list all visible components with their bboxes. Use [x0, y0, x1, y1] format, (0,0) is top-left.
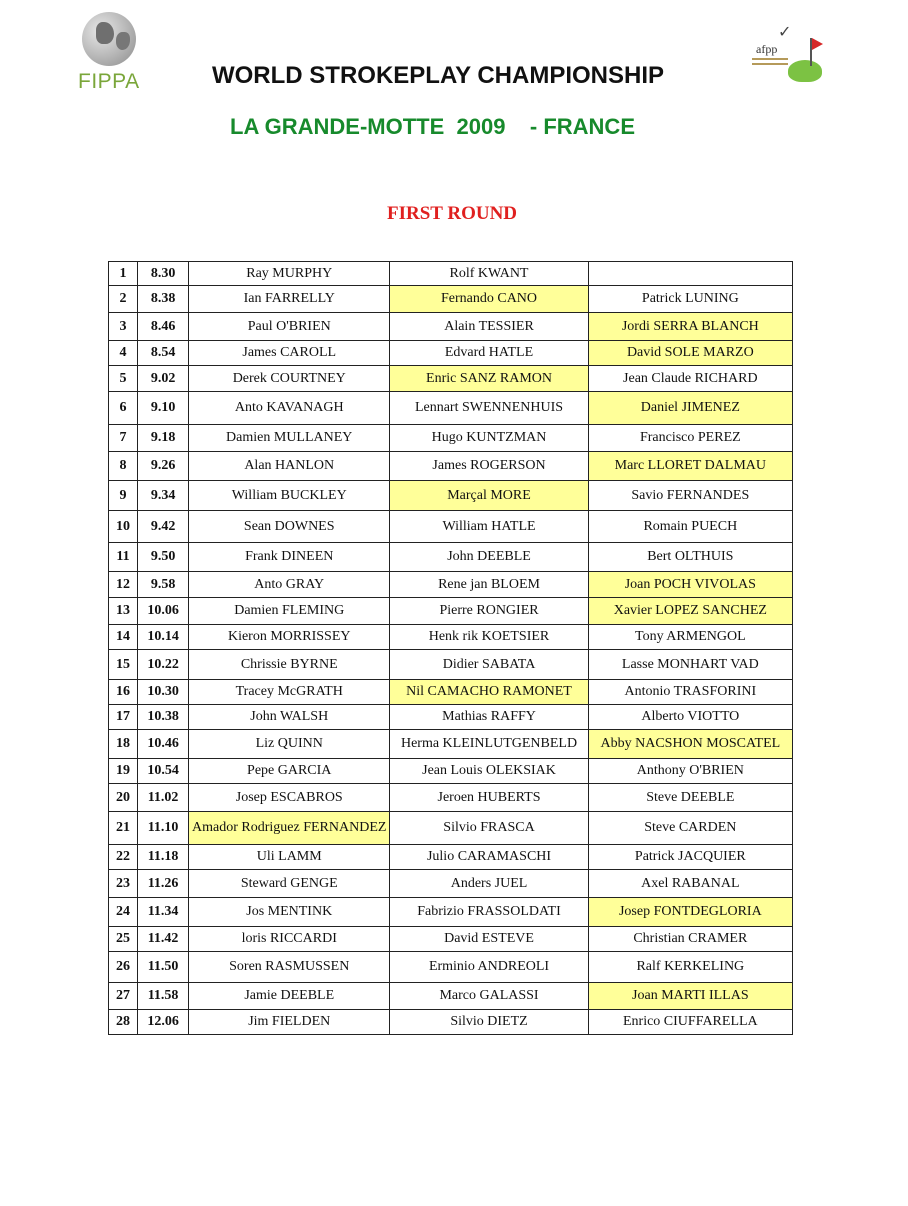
row-number-cell: 8: [109, 452, 138, 481]
tee-time-cell: 11.10: [138, 812, 189, 845]
row-number-cell: 5: [109, 366, 138, 392]
row-number-cell: 9: [109, 481, 138, 511]
player-1-cell: Tracey McGRATH: [189, 680, 390, 705]
row-number-cell: 27: [109, 983, 138, 1010]
player-2-cell: William HATLE: [390, 511, 588, 543]
player-3-cell: Abby NACSHON MOSCATEL: [588, 730, 792, 759]
tee-times-body: [109, 262, 793, 1035]
player-2-cell: Jean Louis OLEKSIAK: [390, 759, 588, 784]
player-3-cell: Patrick LUNING: [588, 286, 792, 313]
player-3-cell: Antonio TRASFORINI: [588, 680, 792, 705]
player-3-cell: Patrick JACQUIER: [588, 845, 792, 870]
table-row: [109, 952, 793, 983]
player-2-cell: Julio CARAMASCHI: [390, 845, 588, 870]
player-3-cell: Jean Claude RICHARD: [588, 366, 792, 392]
player-2-cell: Fernando CANO: [390, 286, 588, 313]
row-number-cell: 13: [109, 598, 138, 625]
player-3-cell: Tony ARMENGOL: [588, 625, 792, 650]
player-3-cell: Josep FONTDEGLORIA: [588, 898, 792, 927]
player-1-cell: Frank DINEEN: [189, 543, 390, 572]
row-number-cell: 25: [109, 927, 138, 952]
player-2-cell: Silvio DIETZ: [390, 1010, 588, 1035]
table-row: [109, 511, 793, 543]
player-2-cell: Jeroen HUBERTS: [390, 784, 588, 812]
player-3-cell: Francisco PEREZ: [588, 425, 792, 452]
tee-time-cell: 8.54: [138, 341, 189, 366]
player-1-cell: Alan HANLON: [189, 452, 390, 481]
row-number-cell: 26: [109, 952, 138, 983]
player-1-cell: John WALSH: [189, 705, 390, 730]
table-row: [109, 543, 793, 572]
table-row: [109, 845, 793, 870]
tee-time-cell: 10.06: [138, 598, 189, 625]
table-row: [109, 313, 793, 341]
tee-time-cell: 8.30: [138, 262, 189, 286]
row-number-cell: 23: [109, 870, 138, 898]
player-2-cell: Fabrizio FRASSOLDATI: [390, 898, 588, 927]
table-row: [109, 392, 793, 425]
player-3-cell: Romain PUECH: [588, 511, 792, 543]
table-row: [109, 452, 793, 481]
tee-time-cell: 11.42: [138, 927, 189, 952]
player-3-cell: Daniel JIMENEZ: [588, 392, 792, 425]
player-2-cell: Didier SABATA: [390, 650, 588, 680]
globe-icon: [82, 12, 136, 66]
player-3-cell: Alberto VIOTTO: [588, 705, 792, 730]
tee-time-cell: 12.06: [138, 1010, 189, 1035]
tee-time-cell: 9.50: [138, 543, 189, 572]
player-1-cell: William BUCKLEY: [189, 481, 390, 511]
player-2-cell: Marçal MORE: [390, 481, 588, 511]
player-1-cell: Derek COURTNEY: [189, 366, 390, 392]
row-number-cell: 1: [109, 262, 138, 286]
tee-time-cell: 8.46: [138, 313, 189, 341]
tee-time-cell: 9.18: [138, 425, 189, 452]
player-3-cell: Steve DEEBLE: [588, 784, 792, 812]
player-1-cell: Sean DOWNES: [189, 511, 390, 543]
player-1-cell: Damien FLEMING: [189, 598, 390, 625]
player-3-cell: Xavier LOPEZ SANCHEZ: [588, 598, 792, 625]
tee-time-cell: 9.10: [138, 392, 189, 425]
player-3-cell: Anthony O'BRIEN: [588, 759, 792, 784]
player-3-cell: Enrico CIUFFARELLA: [588, 1010, 792, 1035]
player-1-cell: Amador Rodriguez FERNANDEZ: [189, 812, 390, 845]
player-1-cell: Jim FIELDEN: [189, 1010, 390, 1035]
player-2-cell: Edvard HATLE: [390, 341, 588, 366]
row-number-cell: 28: [109, 1010, 138, 1035]
row-number-cell: 7: [109, 425, 138, 452]
player-2-cell: Enric SANZ RAMON: [390, 366, 588, 392]
player-2-cell: Erminio ANDREOLI: [390, 952, 588, 983]
player-1-cell: Uli LAMM: [189, 845, 390, 870]
player-2-cell: Alain TESSIER: [390, 313, 588, 341]
tee-time-cell: 9.42: [138, 511, 189, 543]
player-3-cell: Marc LLORET DALMAU: [588, 452, 792, 481]
player-1-cell: Kieron MORRISSEY: [189, 625, 390, 650]
player-2-cell: Herma KLEINLUTGENBELD: [390, 730, 588, 759]
player-2-cell: Lennart SWENNENHUIS: [390, 392, 588, 425]
row-number-cell: 11: [109, 543, 138, 572]
table-row: [109, 481, 793, 511]
tee-time-cell: 10.46: [138, 730, 189, 759]
green-hill-icon: [788, 60, 822, 82]
row-number-cell: 10: [109, 511, 138, 543]
player-2-cell: Henk rik KOETSIER: [390, 625, 588, 650]
tee-time-cell: 10.38: [138, 705, 189, 730]
tee-time-cell: 8.38: [138, 286, 189, 313]
row-number-cell: 12: [109, 572, 138, 598]
row-number-cell: 20: [109, 784, 138, 812]
player-1-cell: Pepe GARCIA: [189, 759, 390, 784]
tee-time-cell: 9.02: [138, 366, 189, 392]
table-row: [109, 425, 793, 452]
player-2-cell: Rene jan BLOEM: [390, 572, 588, 598]
check-icon: ✓: [778, 22, 792, 41]
page-title: WORLD STROKEPLAY CHAMPIONSHIP: [211, 62, 665, 89]
player-1-cell: Ray MURPHY: [189, 262, 390, 286]
player-1-cell: Damien MULLANEY: [189, 425, 390, 452]
row-number-cell: 2: [109, 286, 138, 313]
row-number-cell: 22: [109, 845, 138, 870]
table-row: [109, 262, 793, 286]
afpp-logo-text: afpp: [756, 42, 778, 56]
table-row: [109, 759, 793, 784]
player-2-cell: Rolf KWANT: [390, 262, 588, 286]
row-number-cell: 24: [109, 898, 138, 927]
player-1-cell: Chrissie BYRNE: [189, 650, 390, 680]
tee-times-table: [108, 261, 793, 1035]
player-1-cell: Jamie DEEBLE: [189, 983, 390, 1010]
player-3-cell: Bert OLTHUIS: [588, 543, 792, 572]
player-1-cell: Anto KAVANAGH: [189, 392, 390, 425]
player-2-cell: John DEEBLE: [390, 543, 588, 572]
tee-time-cell: 10.14: [138, 625, 189, 650]
tee-time-cell: 11.58: [138, 983, 189, 1010]
row-number-cell: 16: [109, 680, 138, 705]
tee-time-cell: 11.02: [138, 784, 189, 812]
tee-time-cell: 11.26: [138, 870, 189, 898]
player-3-cell: Jordi SERRA BLANCH: [588, 313, 792, 341]
tee-time-cell: 11.50: [138, 952, 189, 983]
page-subtitle: LA GRANDE-MOTTE 2009 - FRANCE: [230, 114, 635, 139]
table-row: [109, 812, 793, 845]
player-2-cell: Pierre RONGIER: [390, 598, 588, 625]
player-1-cell: James CAROLL: [189, 341, 390, 366]
player-3-cell: [588, 262, 792, 286]
table-row: [109, 730, 793, 759]
table-row: [109, 341, 793, 366]
flag-icon: [812, 38, 823, 50]
row-number-cell: 17: [109, 705, 138, 730]
player-3-cell: David SOLE MARZO: [588, 341, 792, 366]
tee-time-cell: 9.58: [138, 572, 189, 598]
table-row: [109, 572, 793, 598]
player-1-cell: Ian FARRELLY: [189, 286, 390, 313]
player-2-cell: Marco GALASSI: [390, 983, 588, 1010]
tee-time-cell: 10.30: [138, 680, 189, 705]
player-3-cell: Joan POCH VIVOLAS: [588, 572, 792, 598]
tee-time-cell: 10.54: [138, 759, 189, 784]
player-1-cell: Soren RASMUSSEN: [189, 952, 390, 983]
player-2-cell: Hugo KUNTZMAN: [390, 425, 588, 452]
tee-time-cell: 11.18: [138, 845, 189, 870]
player-2-cell: Silvio FRASCA: [390, 812, 588, 845]
player-2-cell: Mathias RAFFY: [390, 705, 588, 730]
row-number-cell: 14: [109, 625, 138, 650]
player-2-cell: David ESTEVE: [390, 927, 588, 952]
player-2-cell: Anders JUEL: [390, 870, 588, 898]
table-row: [109, 680, 793, 705]
round-heading: FIRST ROUND: [386, 203, 518, 224]
player-3-cell: Christian CRAMER: [588, 927, 792, 952]
table-row: [109, 366, 793, 392]
player-3-cell: Lasse MONHART VAD: [588, 650, 792, 680]
table-row: [109, 870, 793, 898]
tee-time-cell: 11.34: [138, 898, 189, 927]
player-3-cell: Axel RABANAL: [588, 870, 792, 898]
row-number-cell: 19: [109, 759, 138, 784]
table-row: [109, 983, 793, 1010]
player-1-cell: Steward GENGE: [189, 870, 390, 898]
player-2-cell: James ROGERSON: [390, 452, 588, 481]
fippa-logo-text: FIPPA: [78, 70, 140, 93]
row-number-cell: 15: [109, 650, 138, 680]
table-row: [109, 598, 793, 625]
table-row: [109, 705, 793, 730]
player-3-cell: Ralf KERKELING: [588, 952, 792, 983]
table-row: [109, 1010, 793, 1035]
row-number-cell: 3: [109, 313, 138, 341]
afpp-logo: [748, 22, 828, 88]
player-1-cell: Liz QUINN: [189, 730, 390, 759]
tee-time-cell: 9.34: [138, 481, 189, 511]
tee-time-cell: 10.22: [138, 650, 189, 680]
player-1-cell: Josep ESCABROS: [189, 784, 390, 812]
table-row: [109, 927, 793, 952]
table-row: [109, 286, 793, 313]
player-3-cell: Steve CARDEN: [588, 812, 792, 845]
player-2-cell: Nil CAMACHO RAMONET: [390, 680, 588, 705]
player-1-cell: Paul O'BRIEN: [189, 313, 390, 341]
table-row: [109, 650, 793, 680]
player-3-cell: Joan MARTI ILLAS: [588, 983, 792, 1010]
player-1-cell: Anto GRAY: [189, 572, 390, 598]
player-3-cell: Savio FERNANDES: [588, 481, 792, 511]
row-number-cell: 6: [109, 392, 138, 425]
player-1-cell: loris RICCARDI: [189, 927, 390, 952]
row-number-cell: 4: [109, 341, 138, 366]
table-row: [109, 898, 793, 927]
table-row: [109, 784, 793, 812]
table-row: [109, 625, 793, 650]
row-number-cell: 18: [109, 730, 138, 759]
player-1-cell: Jos MENTINK: [189, 898, 390, 927]
tee-time-cell: 9.26: [138, 452, 189, 481]
row-number-cell: 21: [109, 812, 138, 845]
